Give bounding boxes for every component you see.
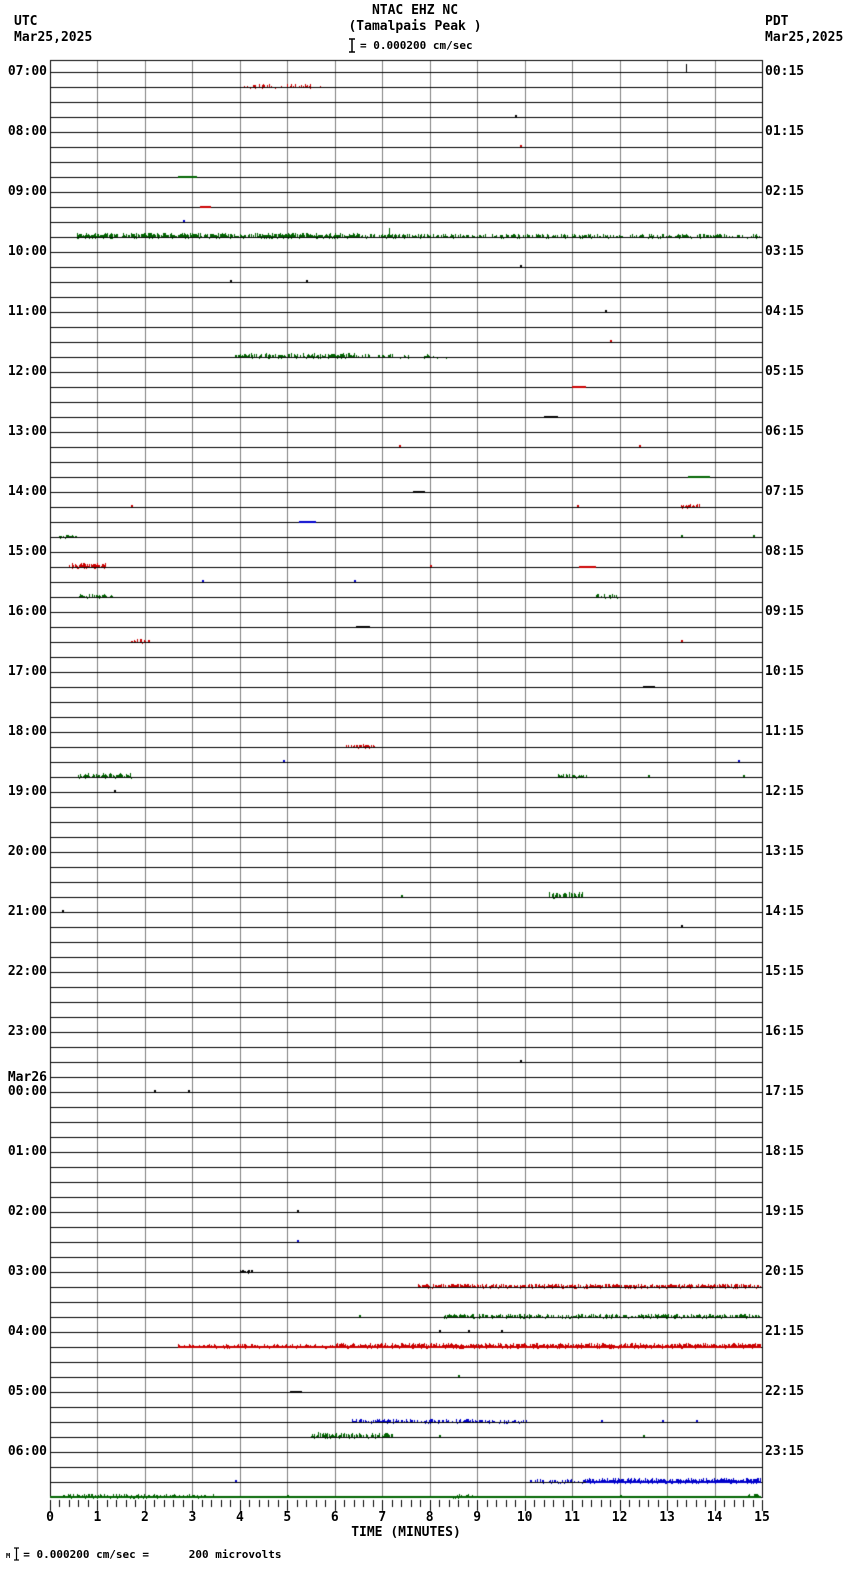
row-label-pdt: 03:15 xyxy=(765,244,805,259)
row-label-pdt: 13:15 xyxy=(765,844,805,859)
row-label-utc: 16:00 xyxy=(7,604,47,619)
x-axis-tick-label: 4 xyxy=(235,1510,244,1525)
x-axis-tick-label: 8 xyxy=(425,1510,434,1525)
row-label-pdt: 00:15 xyxy=(765,64,805,79)
row-label-utc: 07:00 xyxy=(7,64,47,79)
row-label-pdt: 06:15 xyxy=(765,424,805,439)
row-label-utc: 01:00 xyxy=(7,1144,47,1159)
row-label-utc: 19:00 xyxy=(7,784,47,799)
amplitude-scale xyxy=(348,38,473,53)
row-label-pdt: 10:15 xyxy=(765,664,805,679)
pdt-label: PDT xyxy=(765,14,789,29)
x-axis-tick-label: 9 xyxy=(473,1510,482,1525)
x-axis-tick-label: 12 xyxy=(611,1510,628,1525)
row-label-pdt: 05:15 xyxy=(765,364,805,379)
row-label-utc: 20:00 xyxy=(7,844,47,859)
pdt-date: Mar25,2025 xyxy=(765,30,844,45)
row-label-pdt: 04:15 xyxy=(765,304,805,319)
x-axis-tick-label: 2 xyxy=(141,1510,149,1525)
row-label-pdt: 07:15 xyxy=(765,484,805,499)
scale-ibeam-icon xyxy=(348,38,356,53)
row-label-pdt: 17:15 xyxy=(765,1084,805,1099)
x-axis-tick-label: 0 xyxy=(46,1510,54,1525)
row-label-pdt: 22:15 xyxy=(765,1384,805,1399)
row-label-utc: 18:00 xyxy=(7,724,47,739)
row-label-utc: 00:00 xyxy=(7,1084,47,1099)
row-label-utc: 23:00 xyxy=(7,1024,47,1039)
x-axis-tick-label: 1 xyxy=(93,1510,102,1525)
row-label-pdt: 01:15 xyxy=(765,124,805,139)
row-label-utc: 05:00 xyxy=(7,1384,47,1399)
row-label-utc: 22:00 xyxy=(7,964,47,979)
footer-prefix-glyph: M xyxy=(6,1552,11,1560)
row-label-utc: 03:00 xyxy=(7,1264,47,1279)
row-label-utc: 17:00 xyxy=(7,664,47,679)
x-axis-tick-label: 3 xyxy=(188,1510,197,1525)
row-label-utc: 04:00 xyxy=(7,1324,47,1339)
row-label-pdt: 11:15 xyxy=(765,724,805,739)
row-label-pdt: 20:15 xyxy=(765,1264,805,1279)
row-label-pdt: 19:15 xyxy=(765,1204,805,1219)
x-axis-tick-label: 13 xyxy=(659,1510,675,1525)
row-label-utc: 06:00 xyxy=(7,1444,47,1459)
row-label-utc: 13:00 xyxy=(7,424,47,439)
row-label-pdt: 12:15 xyxy=(765,784,805,799)
row-label-utc: 02:00 xyxy=(7,1204,47,1219)
x-axis-tick-label: 14 xyxy=(706,1510,723,1525)
row-label-pdt: 21:15 xyxy=(765,1324,805,1339)
row-label-pdt: 14:15 xyxy=(765,904,805,919)
row-label-utc: 10:00 xyxy=(7,244,47,259)
footer-scale-text: = 0.000200 cm/sec = 200 microvolts xyxy=(23,1548,282,1561)
x-axis-tick-label: 10 xyxy=(516,1510,533,1525)
row-label-utc: 08:00 xyxy=(7,124,47,139)
row-label-pdt: 23:15 xyxy=(765,1444,805,1459)
footer-scale-note xyxy=(6,1547,282,1561)
x-axis-tick-label: 6 xyxy=(330,1510,339,1525)
x-axis-title: TIME (MINUTES) xyxy=(351,1525,461,1540)
x-axis-tick-label: 11 xyxy=(564,1510,580,1525)
scale-label: = 0.000200 cm/sec xyxy=(360,39,473,52)
row-label-utc: 09:00 xyxy=(7,184,47,199)
row-date-utc: Mar26 xyxy=(7,1070,47,1085)
x-axis-tick-label: 15 xyxy=(754,1510,770,1525)
row-label-pdt: 15:15 xyxy=(765,964,805,979)
station-code: NTAC EHZ NC xyxy=(371,3,459,18)
row-label-pdt: 18:15 xyxy=(765,1144,805,1159)
x-axis-tick-label: 5 xyxy=(283,1510,292,1525)
footer-ibeam-icon xyxy=(13,1547,20,1561)
row-label-utc: 14:00 xyxy=(7,484,47,499)
row-label-pdt: 09:15 xyxy=(765,604,805,619)
row-label-utc: 21:00 xyxy=(7,904,47,919)
station-name: (Tamalpais Peak ) xyxy=(348,19,482,34)
row-label-pdt: 08:15 xyxy=(765,544,805,559)
row-label-utc: 12:00 xyxy=(7,364,47,379)
x-axis-tick-label: 7 xyxy=(378,1510,387,1525)
row-label-pdt: 02:15 xyxy=(765,184,805,199)
utc-label: UTC xyxy=(14,14,38,29)
row-label-utc: 11:00 xyxy=(7,304,47,319)
row-label-pdt: 16:15 xyxy=(765,1024,805,1039)
utc-date: Mar25,2025 xyxy=(14,30,93,45)
row-label-utc: 15:00 xyxy=(7,544,47,559)
